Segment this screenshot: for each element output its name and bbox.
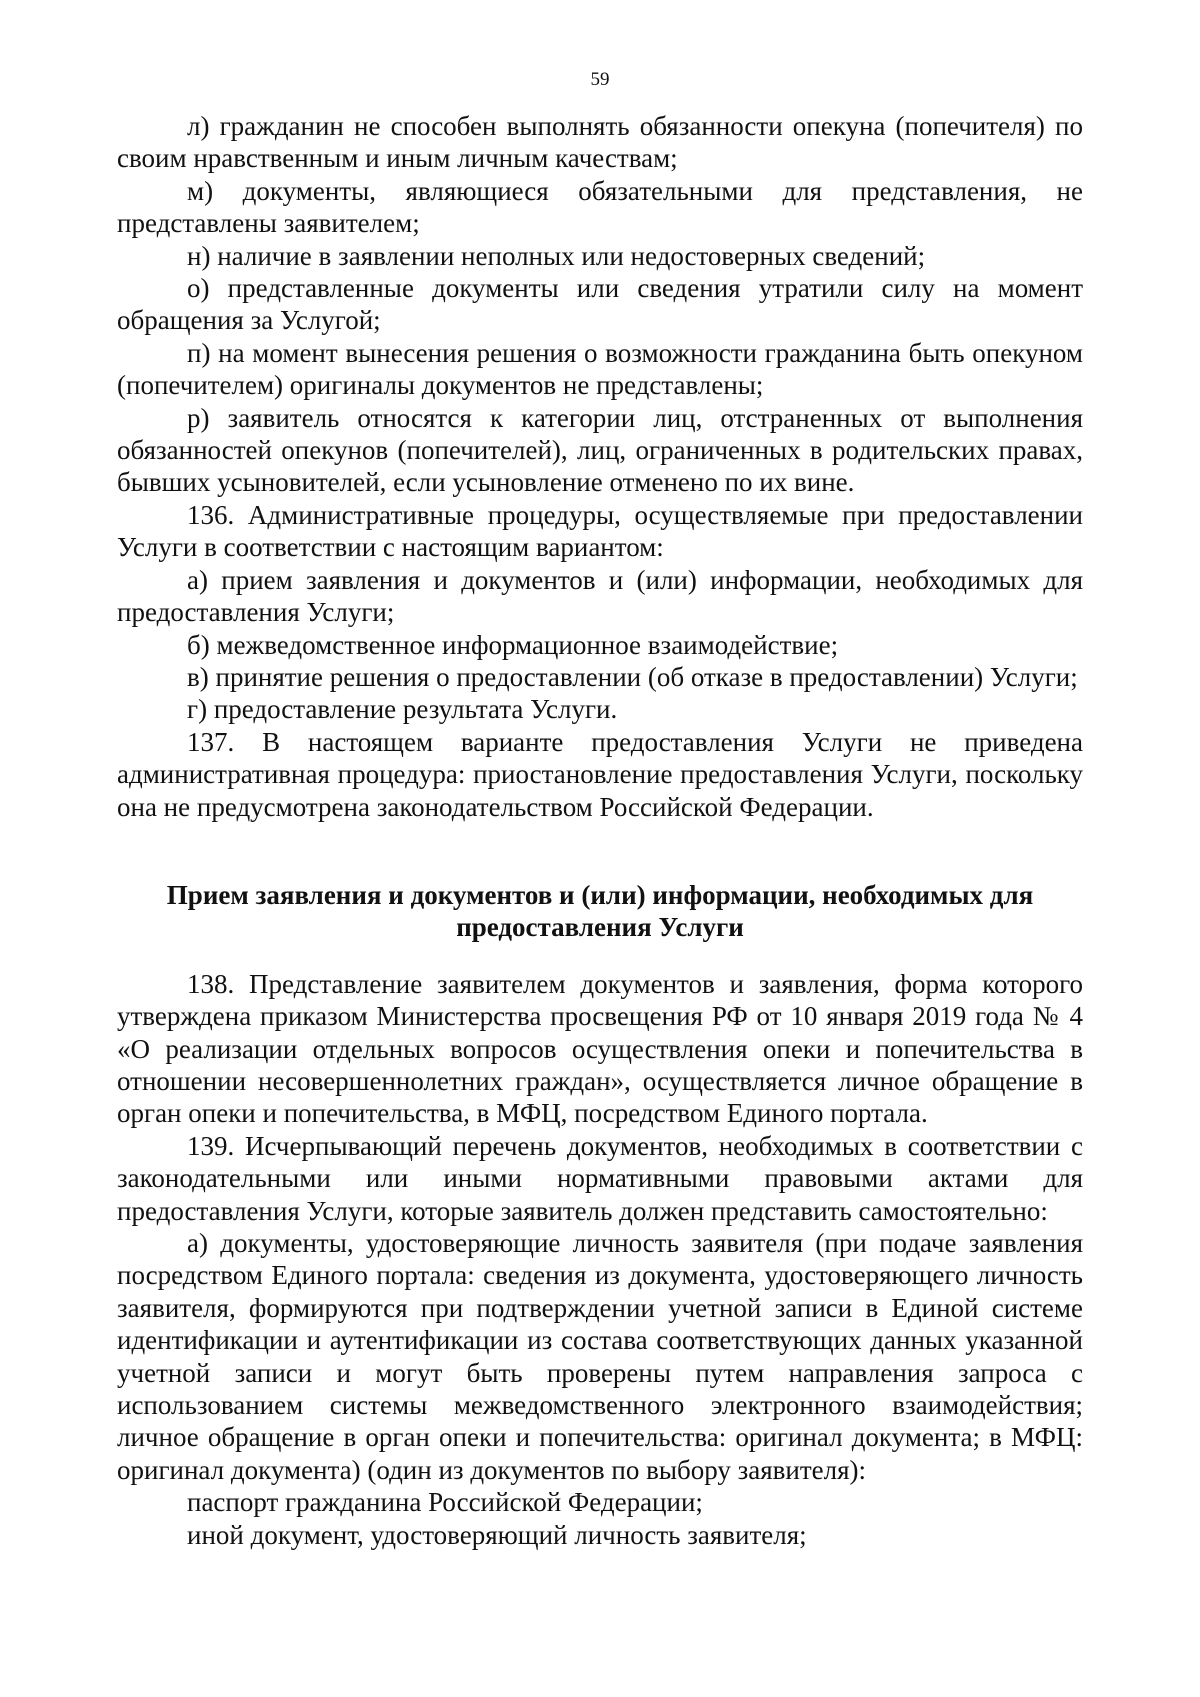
paragraph-139-a: а) документы, удостоверяющие личность заявителя (при подаче заявления посредством Единого портала: сведения из документа, удостоверяющего личность заявителя, формируются при подтверждении учетной записи в Единой системе идентификации и аутентификации из состава соответствующих данных указанной учетной записи и могут быть проверены путем направления запроса с использованием системы межведомственного электронного взаимодействия; личное обращение в орган опеки и попечительства: оригинал документа; в МФЦ: оригинал документа) (один из документов по выбору заявителя):: [117, 1228, 1083, 1485]
paragraph-136-g: г) предоставление результата Услуги.: [187, 694, 618, 725]
paragraph-139: 139. Исчерпывающий перечень документов, необходимых в соответствии с законодательными или иными нормативными правовыми актами для предоставления Услуги, которые заявитель должен представить самостоятельно:: [117, 1130, 1083, 1226]
list-item-other-document: иной документ, удостоверяющий личность заявителя;: [187, 1519, 807, 1550]
paragraph-136-v: в) принятие решения о предоставлении (об отказе в предоставлении) Услуги;: [187, 661, 1078, 692]
document-page: [117, 70, 1083, 1551]
paragraph-137: 137. В настоящем варианте предоставления Услуги не приведена административная процедура: приостановление предоставления Услуги, поскольку она не предусмотрена законодательством Российской Федерации.: [117, 726, 1083, 822]
paragraph-o: о) представленные документы или сведения утратили силу на момент обращения за Услугой;: [117, 273, 1083, 336]
list-item-passport: паспорт гражданина Российской Федерации;: [187, 1487, 703, 1518]
paragraph-m: м) документы, являющиеся обязательными для представления, не представлены заявителем;: [117, 175, 1083, 239]
paragraph-136: 136. Административные процедуры, осуществляемые при предоставлении Услуги в соответствии с настоящим вариантом:: [117, 499, 1083, 563]
paragraph-136-a: а) прием заявления и документов и (или) информации, необходимых для предоставления Услуги;: [117, 564, 1083, 628]
paragraph-l: л) гражданин не способен выполнять обязанности опекуна (попечителя) по своим нравственным и иным личным качествам;: [117, 111, 1083, 174]
paragraph-n: н) наличие в заявлении неполных или недостоверных сведений;: [187, 240, 926, 271]
page-number: 59: [590, 69, 610, 90]
paragraph-136-b: б) межведомственное информационное взаимодействие;: [187, 629, 839, 660]
paragraph-r: р) заявитель относятся к категории лиц, отстраненных от выполнения обязанностей опекунов (попечителей), лиц, ограниченных в родительских правах, бывших усыновителей, если усыновление отменено по их вине.: [117, 402, 1083, 498]
paragraph-p: п) на момент вынесения решения о возможности гражданина быть опекуном (попечителем) оригиналы документов не представлены;: [117, 337, 1083, 401]
paragraph-138: 138. Представление заявителем документов и заявления, форма которого утверждена приказом Министерства просвещения РФ от 10 января 2019 года № 4 «О реализации отдельных вопросов осуществления опеки и попечительства в отношении несовершеннолетних граждан», осуществляется личное обращение в орган опеки и попечительства, в МФЦ, посредством Единого портала.: [117, 968, 1083, 1129]
section-heading: Прием заявления и документов и (или) информации, необходимых для предоставления Услуги: [166, 879, 1034, 943]
